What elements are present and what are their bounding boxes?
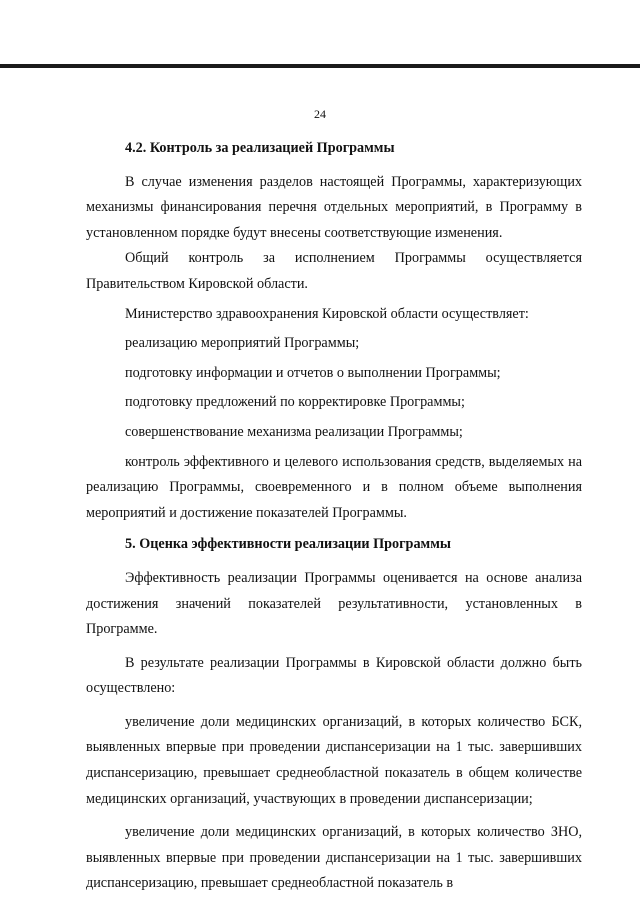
list-item: подготовку информации и отчетов о выполнении Программы; <box>125 364 501 381</box>
paragraph-bsk-increase: увеличение доли медицинских организаций, в которых количество БСК, выявленных впервые при проведении диспансеризации на 1 тыс. завершивших диспансеризацию, превышает среднеобластной показатель в общем количестве медицинских организаций, участвующих в проведении диспансеризации; <box>86 713 582 807</box>
list-item: подготовку предложений по корректировке Программы; <box>125 394 465 411</box>
section-heading-control: 4.2. Контроль за реализацией Программы <box>125 140 395 156</box>
paragraph-ministry: Министерство здравоохранения Кировской области осуществляет: <box>125 305 529 322</box>
list-item: реализацию мероприятий Программы; <box>125 335 360 352</box>
paragraph-results: В результате реализации Программы в Кировской области должно быть осуществлено: <box>86 654 582 697</box>
paragraph-general-control: Общий контроль за исполнением Программы осуществляется Правительством Кировской области. <box>86 250 582 292</box>
paragraph-program-changes: В случае изменения разделов настоящей Программы, характеризующих механизмы финансирования перечня отдельных мероприятий, в Программу в установленном порядке будут внесены соответствующие изменения. <box>86 173 582 241</box>
document-body <box>86 136 582 897</box>
paragraph-effectiveness: Эффективность реализации Программы оценивается на основе анализа достижения значений показателей результативности, установленных в Программе. <box>86 569 582 638</box>
section-heading-evaluation: 5. Оценка эффективности реализации Программы <box>125 536 451 553</box>
top-rule <box>0 64 640 68</box>
paragraph-control-funds: контроль эффективного и целевого использования средств, выделяемых на реализацию Программы, своевременного и в полном объеме выполнения мероприятий и достижение показателей Программы. <box>86 453 582 521</box>
paragraph-zno-increase: увеличение доли медицинских организаций, в которых количество ЗНО, выявленных впервые при проведении диспансеризации на 1 тыс. завершивших диспансеризацию, превышает среднеобластной показатель в <box>86 824 582 892</box>
page-number: 24 <box>314 107 326 121</box>
list-item: совершенствование механизма реализации Программы; <box>125 423 463 440</box>
